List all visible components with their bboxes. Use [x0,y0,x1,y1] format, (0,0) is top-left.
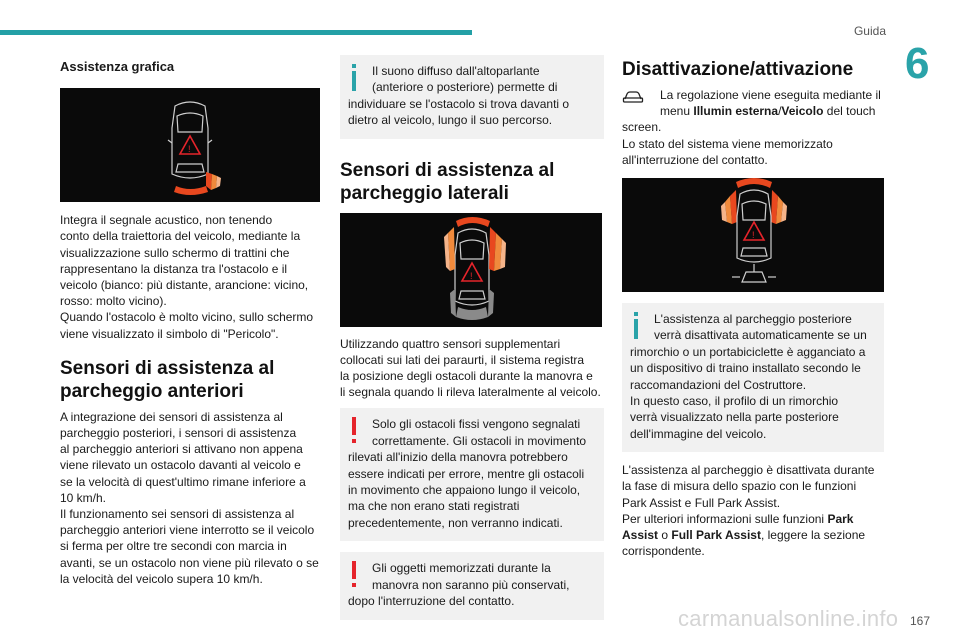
text-line: verrà visualizzato nella parte posteriore [630,410,839,425]
watermark: carmanualsonline.info [678,606,899,631]
heading-line: Sensori di assistenza al [60,357,275,379]
info-icon [630,311,644,341]
text-line: dopo l'interruzione del contatto. [348,594,515,609]
text-line: conto della traiettoria del veicolo, mediante la [60,229,301,244]
text-line: L'assistenza al parcheggio è disattivata durante [622,463,875,478]
text-line: la posizione degli ostacoli durante la manovra e [340,369,593,384]
text-line: In questo caso, il profilo di un rimorchio [630,394,839,409]
text-line: all'interruzione del contatto. [622,152,768,167]
heading-deactivation: Disattivazione/attivazione [622,59,854,80]
subhead-graphic-assist: Assistenza grafica [60,59,175,74]
warning-icon [348,560,362,590]
figure-rear-sensors [60,88,320,202]
heading-line: Sensori di assistenza al [340,159,555,181]
column-3 [622,58,884,559]
text-line: li segnala quando li rileva lateralmente al veicolo. [340,385,601,400]
text-line: in movimento che appaiono lungo il veicolo, [348,483,581,498]
warning-note-moving-obstacles [340,408,604,541]
text-line: rosso: molto vicino). [60,294,167,309]
info-icon [348,63,362,93]
text-line: raccomandazioni del Costruttore. [630,377,807,392]
text-line: ma che non erano stati registrati [348,499,520,514]
text-line: Integra il segnale acustico, non tenendo [60,213,273,228]
text-line: se la velocità di quest'ultimo rimane inferiore a [60,474,306,489]
text-line: dietro al veicolo, lungo il suo percorso. [348,113,553,128]
text-line: correttamente. Gli ostacoli in movimento [372,433,587,448]
text-line: precedentemente, non verranno indicati. [348,515,563,530]
text-line: L'assistenza al parcheggio posteriore [654,312,852,327]
text-line: manovra non saranno più conservati, [372,577,570,592]
text-line: Utilizzando quattro sensori supplementari [340,336,561,351]
text-line: Il suono diffuso dall'altoparlante [372,64,540,78]
text-line: Park Assist e Full Park Assist. [622,495,781,510]
svg-text:!: ! [188,144,191,155]
text-line: Quando l'ostacolo è molto vicino, sullo schermo [60,310,314,325]
header-accent-bar [0,30,472,35]
text-line: corrispondente. [622,544,705,559]
text-line: al parcheggio anteriori si attivano non appena [60,442,303,457]
text-line: (anteriore o posteriore) permette di [372,80,558,95]
text-line: visualizzazione sullo schermo di trattini che [60,245,290,260]
text-line: rimorchio o un portabiciclette è agganciato a [630,344,866,359]
text-line: Il funzionamento sei sensori di assistenza al [60,507,295,522]
info-note-trailer [622,303,884,452]
column-1 [60,58,320,587]
front-sensors-text [60,409,320,587]
graphic-assist-text [60,212,320,342]
heading-line: parcheggio anteriori [60,380,244,402]
section-title: Guida [853,24,886,38]
text-line: collocati sui lati dei paraurti, il sistema registra [340,352,585,367]
info-note-speaker [340,55,604,139]
page-number: 167 [909,614,930,628]
heading-front-sensors [60,357,320,403]
text-line: 10 km/h. [60,490,107,505]
text-line: un dispositivo di traino installato secondo le [630,361,861,376]
text-line: la velocità del veicolo supera 10 km/h. [60,571,263,586]
text-line: viene rilevato un ostacolo davanti al veicolo e [60,458,301,473]
column-2 [340,55,604,620]
text-line: rappresentano la distanza tra l'ostacolo e il [60,261,288,276]
text-line: parcheggio posteriori, i sensori di assistenza [60,426,297,441]
steering-instruction [622,87,884,168]
text-line: Lo stato del sistema viene memorizzato [622,136,833,151]
text-line: individuare se l'ostacolo si trova davanti o [348,96,570,111]
text-line: La regolazione viene eseguita mediante il [660,88,881,102]
text-line: essere indicati per errore, mentre gli ostacoli [348,466,585,481]
text-line: si ferma per oltre tre secondi con marcia in [60,539,287,554]
text-line: screen. [622,120,662,135]
car-side-zones-illustration [340,213,602,327]
text-line: Per ulteriori informazioni sulle funzioni Park [622,511,854,526]
text-line: veicolo (bianco: più distante, arancione: vicino, [60,278,309,293]
text-line: verrà disattivata automaticamente se un [654,328,867,343]
car-top-view-illustration [60,88,320,202]
text-line: rilevati all'inizio della manovra potrebbero [348,450,568,465]
text-line: parcheggio anteriori viene interrotto se il veicolo [60,523,315,538]
park-assist-text [622,462,884,559]
heading-side-sensors [340,159,604,205]
side-sensors-text [340,336,604,401]
svg-text:!: ! [470,270,473,281]
chapter-number: 6 [905,39,930,88]
vehicle-menu-icon [622,90,644,104]
text-line: Assist o Full Park Assist, leggere la sezione [622,528,866,543]
warning-icon [348,416,362,446]
warning-note-memorized-objects [340,552,604,619]
text-line: avanti, se un ostacolo non viene più rilevato o se [60,555,319,570]
text-line: la fase di misura dello spazio con le funzioni [622,479,857,494]
text-line: viene visualizzato il simbolo di "Pericolo". [60,326,279,341]
text-line: A integrazione dei sensori di assistenza al [60,409,283,424]
figure-side-sensors [340,213,602,327]
text-line: Gli oggetti memorizzati durante la [372,561,551,576]
car-with-trailer-illustration [622,178,884,292]
figure-trailer-profile [622,178,884,292]
text-line: dell'immagine del veicolo. [630,426,767,441]
text-line: Solo gli ostacoli fissi vengono segnalati [372,417,581,432]
heading-line: parcheggio laterali [340,182,509,204]
text-line: menu Illumin esterna/Veicolo del touch [660,104,876,119]
svg-text:!: ! [752,230,755,241]
